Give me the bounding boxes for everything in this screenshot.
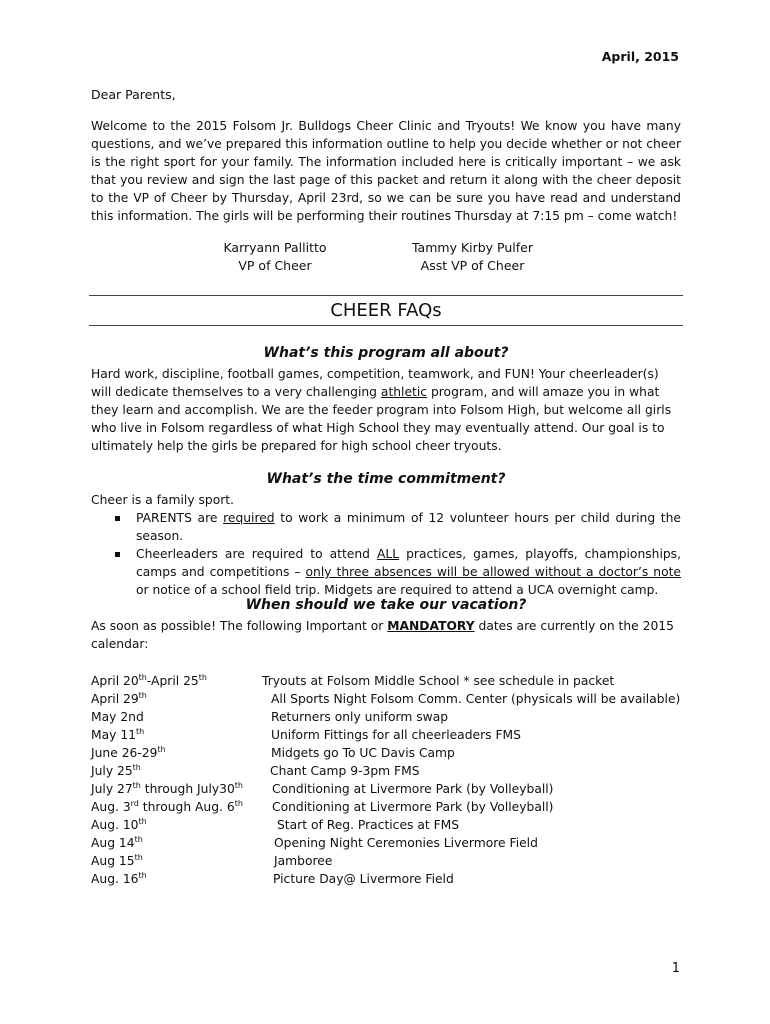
date-ordinal-suffix: th	[134, 835, 143, 844]
date-text: Aug 14	[91, 836, 135, 850]
date-ordinal-suffix: th	[135, 727, 145, 736]
list-item	[113, 509, 681, 545]
faq-question-time: What’s the time commitment?	[266, 471, 506, 487]
faq-question-vacation: When should we take our vacation?	[245, 597, 527, 613]
date-ordinal-suffix: th	[138, 871, 147, 880]
date-label	[91, 708, 144, 726]
date-event: Conditioning at Livermore Park (by Volleyball)	[272, 782, 554, 796]
letter-date: April, 2015	[601, 49, 679, 64]
date-text: June 26-29	[91, 746, 158, 760]
date-ordinal-suffix: th	[234, 781, 244, 790]
date-text: Aug. 16	[91, 872, 139, 886]
date-ordinal-suffix: th	[138, 691, 147, 700]
list-item	[113, 545, 681, 599]
date-event: Chant Camp 9-3pm FMS	[270, 764, 420, 778]
bullet-text: Cheerleaders are required to attend	[136, 547, 377, 561]
date-label	[91, 762, 141, 780]
letter-greeting: Dear Parents,	[91, 87, 176, 102]
date-text: -April 25	[146, 674, 199, 688]
title-rule-top	[89, 295, 683, 296]
date-label	[91, 726, 144, 744]
page-number: 1	[671, 961, 680, 976]
bullet-square-icon	[115, 552, 120, 557]
signer-title: Asst VP of Cheer	[420, 258, 525, 273]
date-ordinal-suffix: th	[134, 853, 143, 862]
date-label	[91, 816, 147, 834]
date-event: Opening Night Ceremonies Livermore Field	[274, 836, 538, 850]
date-text: July 27	[91, 782, 133, 796]
date-ordinal-suffix: th	[234, 799, 243, 808]
date-text: Aug. 3	[91, 800, 131, 814]
date-text: through July30	[140, 782, 235, 796]
time-commitment-list	[113, 509, 681, 599]
date-text: Aug. 10	[91, 818, 139, 832]
date-ordinal-suffix: th	[198, 673, 207, 682]
date-label	[91, 780, 243, 798]
date-event: Jamboree	[274, 854, 333, 868]
bullet-text: PARENTS are	[136, 511, 224, 525]
bullet-underlined-text: only three absences will be allowed without a doctor’s note	[305, 565, 681, 579]
signature-block-asst-vp	[400, 239, 545, 275]
date-event: Picture Day@ Livermore Field	[273, 872, 454, 886]
date-ordinal-suffix: rd	[130, 799, 139, 808]
date-ordinal-suffix: th	[138, 673, 147, 682]
date-label	[91, 870, 147, 888]
faq-question-program: What’s this program all about?	[263, 345, 509, 361]
date-label	[91, 744, 166, 762]
signer-name: Karryann Pallitto	[223, 240, 327, 255]
date-ordinal-suffix: th	[157, 745, 166, 754]
date-text: April 29	[91, 692, 139, 706]
date-ordinal-suffix: th	[138, 817, 147, 826]
signer-title: VP of Cheer	[238, 258, 312, 273]
date-ordinal-suffix: th	[132, 763, 141, 772]
date-event: All Sports Night Folsom Comm. Center (physicals will be available)	[271, 692, 681, 706]
signer-name: Tammy Kirby Pulfer	[411, 240, 533, 255]
date-label	[91, 852, 143, 870]
faq-answer-time-intro: Cheer is a family sport.	[91, 493, 235, 507]
faq-title: CHEER FAQs	[330, 300, 442, 321]
title-rule-bottom	[89, 325, 683, 326]
answer-text: Hard work, discipline, football games, competition, teamwork, and FUN! Your cheerleader(s) will dedicate themselves to a very challenging	[91, 367, 659, 399]
date-ordinal-suffix: th	[132, 781, 141, 790]
bullet-text: practices, games, playoffs, championships, camps and competitions –	[136, 547, 681, 579]
date-event: Uniform Fittings for all cheerleaders FMS	[271, 728, 521, 742]
bullet-text: or notice of a school field trip. Midgets are required to attend a UCA overnight camp.	[136, 583, 659, 597]
date-label	[91, 690, 147, 708]
signature-block-vp	[210, 239, 340, 275]
date-event: Start of Reg. Practices at FMS	[277, 818, 460, 832]
date-event: Midgets go To UC Davis Camp	[271, 746, 455, 760]
answer-text: As soon as possible! The following Important or	[91, 619, 388, 633]
mandatory-label: MANDATORY	[387, 619, 475, 633]
letter-intro-paragraph: Welcome to the 2015 Folsom Jr. Bulldogs Cheer Clinic and Tryouts! We know you have many questions, and we’ve prepared this information outline to help you decide whether or not cheer is the right sport for your family. The information included here is critically important – we ask that you review and sign the last page of this packet and return it along with the cheer deposit to the VP of Cheer by Thursday, April 23rd, so we can be sure you have read and understand this information. The girls will be performing their routines Thursday at 7:15 pm – come watch!	[91, 119, 681, 223]
date-text: through Aug. 6	[138, 800, 235, 814]
faq-answer-program	[91, 365, 681, 455]
date-text: April 20	[91, 674, 139, 688]
bullet-text: to work a minimum of 12 volunteer hours per child during the season.	[136, 511, 681, 543]
date-label	[91, 798, 243, 816]
date-label	[91, 834, 143, 852]
faq-answer-vacation	[91, 617, 681, 653]
date-event: Tryouts at Folsom Middle School * see schedule in packet	[262, 674, 615, 688]
date-text: July 25	[91, 764, 133, 778]
answer-text: dates are currently on the 2015 calendar:	[91, 619, 674, 651]
bullet-square-icon	[115, 516, 120, 521]
date-event: Conditioning at Livermore Park (by Volleyball)	[272, 800, 554, 814]
date-event: Returners only uniform swap	[271, 710, 449, 724]
date-text: May 2nd	[91, 710, 144, 724]
date-label	[91, 672, 207, 690]
bullet-underlined-text: required	[223, 511, 275, 525]
answer-underlined-text: athletic	[380, 385, 428, 399]
answer-text: program, and will amaze you in what they learn and accomplish. We are the feeder program into Folsom High, but welcome all girls who live in Folsom regardless of what High School they may eventually attend. Our goal is to ultimately help the girls be prepared for high school cheer tryouts.	[91, 385, 672, 453]
date-text: May 11	[91, 728, 136, 742]
date-text: Aug 15	[91, 854, 135, 868]
bullet-underlined-text: ALL	[376, 547, 400, 561]
